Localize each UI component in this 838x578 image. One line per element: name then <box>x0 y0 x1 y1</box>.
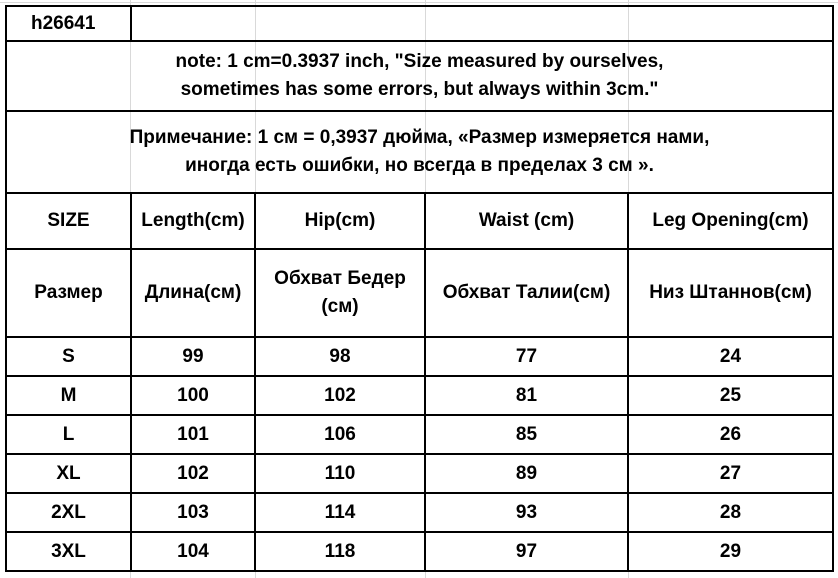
header-size: SIZE <box>6 193 131 249</box>
cell-leg-opening: 29 <box>628 532 833 571</box>
header-leg-opening: Leg Opening(cm) <box>628 193 833 249</box>
header-row-english <box>6 193 833 249</box>
cell-waist: 97 <box>425 532 628 571</box>
table-row <box>6 415 833 454</box>
table-row <box>6 337 833 376</box>
header-row-russian <box>6 249 833 337</box>
table-row <box>6 376 833 415</box>
cell-leg-opening: 26 <box>628 415 833 454</box>
note-russian-line-1: Примечание: 1 см = 0,3937 дюйма, «Размер измеряется нами, <box>129 127 710 148</box>
note-english-line-1: note: 1 cm=0.3937 inch, "Size measured by ourselves, <box>175 51 664 72</box>
cell-leg-opening: 24 <box>628 337 833 376</box>
header-waist: Waist (cm) <box>425 193 628 249</box>
note-english <box>6 41 833 111</box>
table-row <box>6 454 833 493</box>
cell-size: 2XL <box>6 493 131 532</box>
header-hip: Hip(cm) <box>255 193 425 249</box>
cell-leg-opening: 28 <box>628 493 833 532</box>
cell-length: 99 <box>131 337 255 376</box>
header-leg-opening-ru: Низ Штаннов(см) <box>628 249 833 337</box>
header-hip-ru: Обхват Бедер (см) <box>255 249 425 337</box>
header-length-ru: Длина(см) <box>131 249 255 337</box>
cell-waist: 81 <box>425 376 628 415</box>
cell-size: L <box>6 415 131 454</box>
cell-leg-opening: 25 <box>628 376 833 415</box>
header-length: Length(cm) <box>131 193 255 249</box>
table-row <box>6 493 833 532</box>
header-waist-ru: Обхват Талии(см) <box>425 249 628 337</box>
cell-hip: 114 <box>255 493 425 532</box>
note-english-line-2: sometimes has some errors, but always within 3cm." <box>180 79 659 100</box>
header-size-ru: Размер <box>6 249 131 337</box>
cell-hip: 98 <box>255 337 425 376</box>
size-rows <box>6 337 833 571</box>
cell-size: 3XL <box>6 532 131 571</box>
cell-size: S <box>6 337 131 376</box>
size-chart-table <box>5 5 834 572</box>
cell-leg-opening: 27 <box>628 454 833 493</box>
cell-hip: 110 <box>255 454 425 493</box>
product-code: h26641 <box>6 6 131 41</box>
cell-size: M <box>6 376 131 415</box>
cell-waist: 89 <box>425 454 628 493</box>
cell-hip: 102 <box>255 376 425 415</box>
note-russian-line-2: иногда есть ошибки, но всегда в пределах 3 см ». <box>185 155 654 176</box>
cell-length: 103 <box>131 493 255 532</box>
cell-waist: 93 <box>425 493 628 532</box>
table-row <box>6 532 833 571</box>
cell-length: 100 <box>131 376 255 415</box>
cell-size: XL <box>6 454 131 493</box>
cell-length: 104 <box>131 532 255 571</box>
cell-length: 101 <box>131 415 255 454</box>
cell-hip: 118 <box>255 532 425 571</box>
note-russian <box>6 111 833 193</box>
empty-cell <box>131 6 833 41</box>
cell-waist: 85 <box>425 415 628 454</box>
cell-length: 102 <box>131 454 255 493</box>
cell-hip: 106 <box>255 415 425 454</box>
cell-waist: 77 <box>425 337 628 376</box>
